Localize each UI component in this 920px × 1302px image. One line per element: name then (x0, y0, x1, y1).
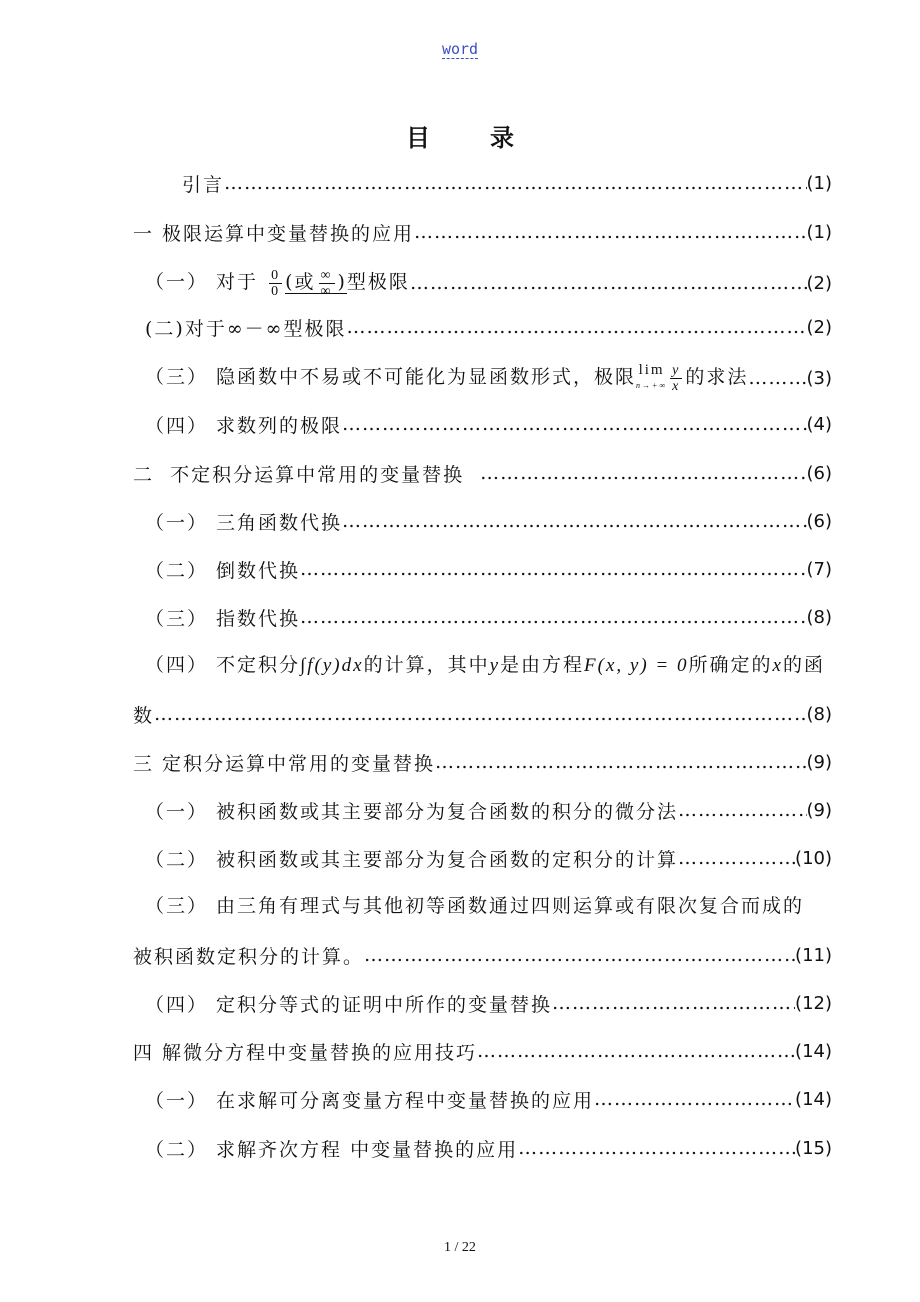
toc-leader (300, 602, 806, 632)
toc-entry-line1 (145, 650, 825, 677)
toc-leader (414, 217, 806, 247)
toc-label: （二） 被积函数或其主要部分为复合函数的定积分的计算 (145, 848, 679, 871)
word-link[interactable]: word (441, 40, 479, 58)
toc-label: 被积函数定积分的计算。 (133, 945, 365, 968)
toc-page: (2) (806, 316, 832, 338)
toc-page: (3) (806, 367, 832, 389)
toc-entry[interactable] (133, 458, 832, 488)
label-text: 型极限 (346, 271, 410, 294)
toc-entry[interactable] (145, 602, 832, 632)
denominator: x (672, 378, 681, 394)
toc-label: 一 极限运算中变量替换的应用 (133, 222, 415, 245)
toc-page: (7) (806, 558, 832, 580)
toc-leader (224, 168, 806, 198)
label-text: 的函 (782, 654, 825, 676)
toc-page: (10) (795, 847, 832, 869)
toc-page: (11) (795, 944, 832, 966)
page-title: 目录 (406, 123, 574, 152)
toc-entry[interactable] (145, 988, 832, 1018)
label-text: （三） 隐函数中不易或不可能化为显函数形式，极限 (145, 366, 637, 389)
toc-label: （二） 求解齐次方程 中变量替换的应用 (145, 1138, 519, 1161)
fraction-y-over-x (670, 363, 682, 394)
denominator: 0 (271, 283, 281, 299)
label-text: 的计算，其中 (363, 654, 490, 676)
toc-leader (342, 409, 806, 439)
toc-label: 三 定积分运算中常用的变量替换 (133, 752, 436, 775)
toc-page: (1) (806, 172, 832, 194)
math-var: x (772, 655, 783, 676)
fraction-inf-over-inf (319, 268, 335, 299)
toc-entry[interactable] (145, 1133, 832, 1163)
toc-leader (678, 795, 806, 825)
toc-page: (1) (806, 221, 832, 243)
label-text: （一） 对于 (145, 271, 267, 294)
toc-label: （一） 在求解可分离变量方程中变量替换的应用 (145, 1089, 595, 1112)
toc-leader (594, 1084, 795, 1114)
numerator: y (672, 362, 681, 378)
toc-entry[interactable] (133, 217, 832, 247)
toc-entry[interactable] (145, 1084, 832, 1114)
toc-leader (435, 747, 806, 777)
label-text: 所确定的 (688, 654, 773, 676)
toc-label: （一） 被积函数或其主要部分为复合函数的积分的微分法 (145, 800, 679, 823)
toc-entry[interactable] (182, 168, 832, 198)
lim-subscript: n→+∞ (636, 381, 668, 391)
toc-leader (410, 268, 807, 298)
toc-leader (154, 699, 806, 729)
toc-page: (6) (806, 462, 832, 484)
toc-entry[interactable] (133, 699, 832, 729)
toc-leader (518, 1133, 795, 1163)
denominator: ∞ (320, 283, 333, 299)
toc-label: （四） 定积分等式的证明中所作的变量替换 (145, 993, 553, 1016)
toc-entry[interactable] (145, 312, 832, 342)
toc-entry[interactable] (145, 554, 832, 584)
toc-leader (748, 363, 806, 393)
toc-entry-line1: （三） 由三角有理式与其他初等函数通过四则运算或有限次复合而成的 (145, 895, 805, 917)
toc-leader (552, 988, 795, 1018)
toc-leader (364, 940, 795, 970)
lim-text: lim (638, 362, 665, 379)
toc-entry[interactable] (145, 358, 832, 398)
toc-entry[interactable] (145, 409, 832, 439)
toc-leader (342, 506, 806, 536)
toc-page: (2) (806, 272, 832, 294)
toc-page: (9) (806, 799, 832, 821)
toc-page: (9) (806, 751, 832, 773)
toc-label (145, 267, 410, 299)
toc-label: （四） 求数列的极限 (145, 414, 343, 437)
fraction-zero-over-zero (269, 268, 282, 299)
toc-label: 二 不定积分运算中常用的变量替换 (133, 463, 481, 486)
toc-label (145, 362, 748, 394)
numerator: ∞ (320, 267, 333, 283)
label-text: （四） 不定积分 (145, 654, 301, 676)
toc-entry[interactable] (145, 843, 832, 873)
toc-label: （一） 三角函数代换 (145, 511, 343, 534)
toc-page: (8) (806, 606, 832, 628)
toc-leader (477, 1036, 795, 1066)
toc-page: (14) (795, 1088, 832, 1110)
toc-page: (15) (795, 1137, 832, 1159)
header-word-link[interactable] (0, 40, 920, 58)
toc-label: 引言 (182, 173, 225, 196)
toc-entry[interactable] (145, 795, 832, 825)
toc-label: （三） 指数代换 (145, 607, 301, 630)
toc-entry[interactable] (133, 747, 832, 777)
toc-leader (300, 554, 806, 584)
label-text: 是由方程 (500, 654, 585, 676)
numerator: 0 (271, 267, 281, 283)
equation: F(x, y) = 0 (584, 655, 689, 676)
toc-page: (12) (795, 992, 832, 1014)
toc-label: (二)对于∞－∞型极限 (145, 317, 347, 340)
limit-expression (636, 363, 667, 393)
toc-label: 四 解微分方程中变量替换的应用技巧 (133, 1041, 478, 1064)
label-text: (或 (285, 271, 316, 294)
toc-page: (6) (806, 510, 832, 532)
label-text: 的求法 (685, 366, 749, 389)
toc-label: （二） 倒数代换 (145, 559, 301, 582)
label-text: ) (337, 271, 347, 294)
integral-expression: ∫f(y)dx (300, 655, 364, 676)
toc-entry[interactable] (145, 506, 832, 536)
toc-leader (346, 312, 806, 342)
toc-entry[interactable] (145, 263, 832, 303)
toc-leader (678, 843, 795, 873)
toc-page: (8) (806, 703, 832, 725)
toc-page: (4) (806, 413, 832, 435)
toc-page: (14) (795, 1040, 832, 1062)
toc-label: 数 (133, 704, 155, 727)
toc-leader (480, 458, 806, 488)
page-number: 1 / 22 (444, 1240, 476, 1255)
math-var: y (489, 655, 501, 676)
toc-entry[interactable] (133, 940, 832, 970)
toc-entry[interactable] (133, 1036, 832, 1066)
